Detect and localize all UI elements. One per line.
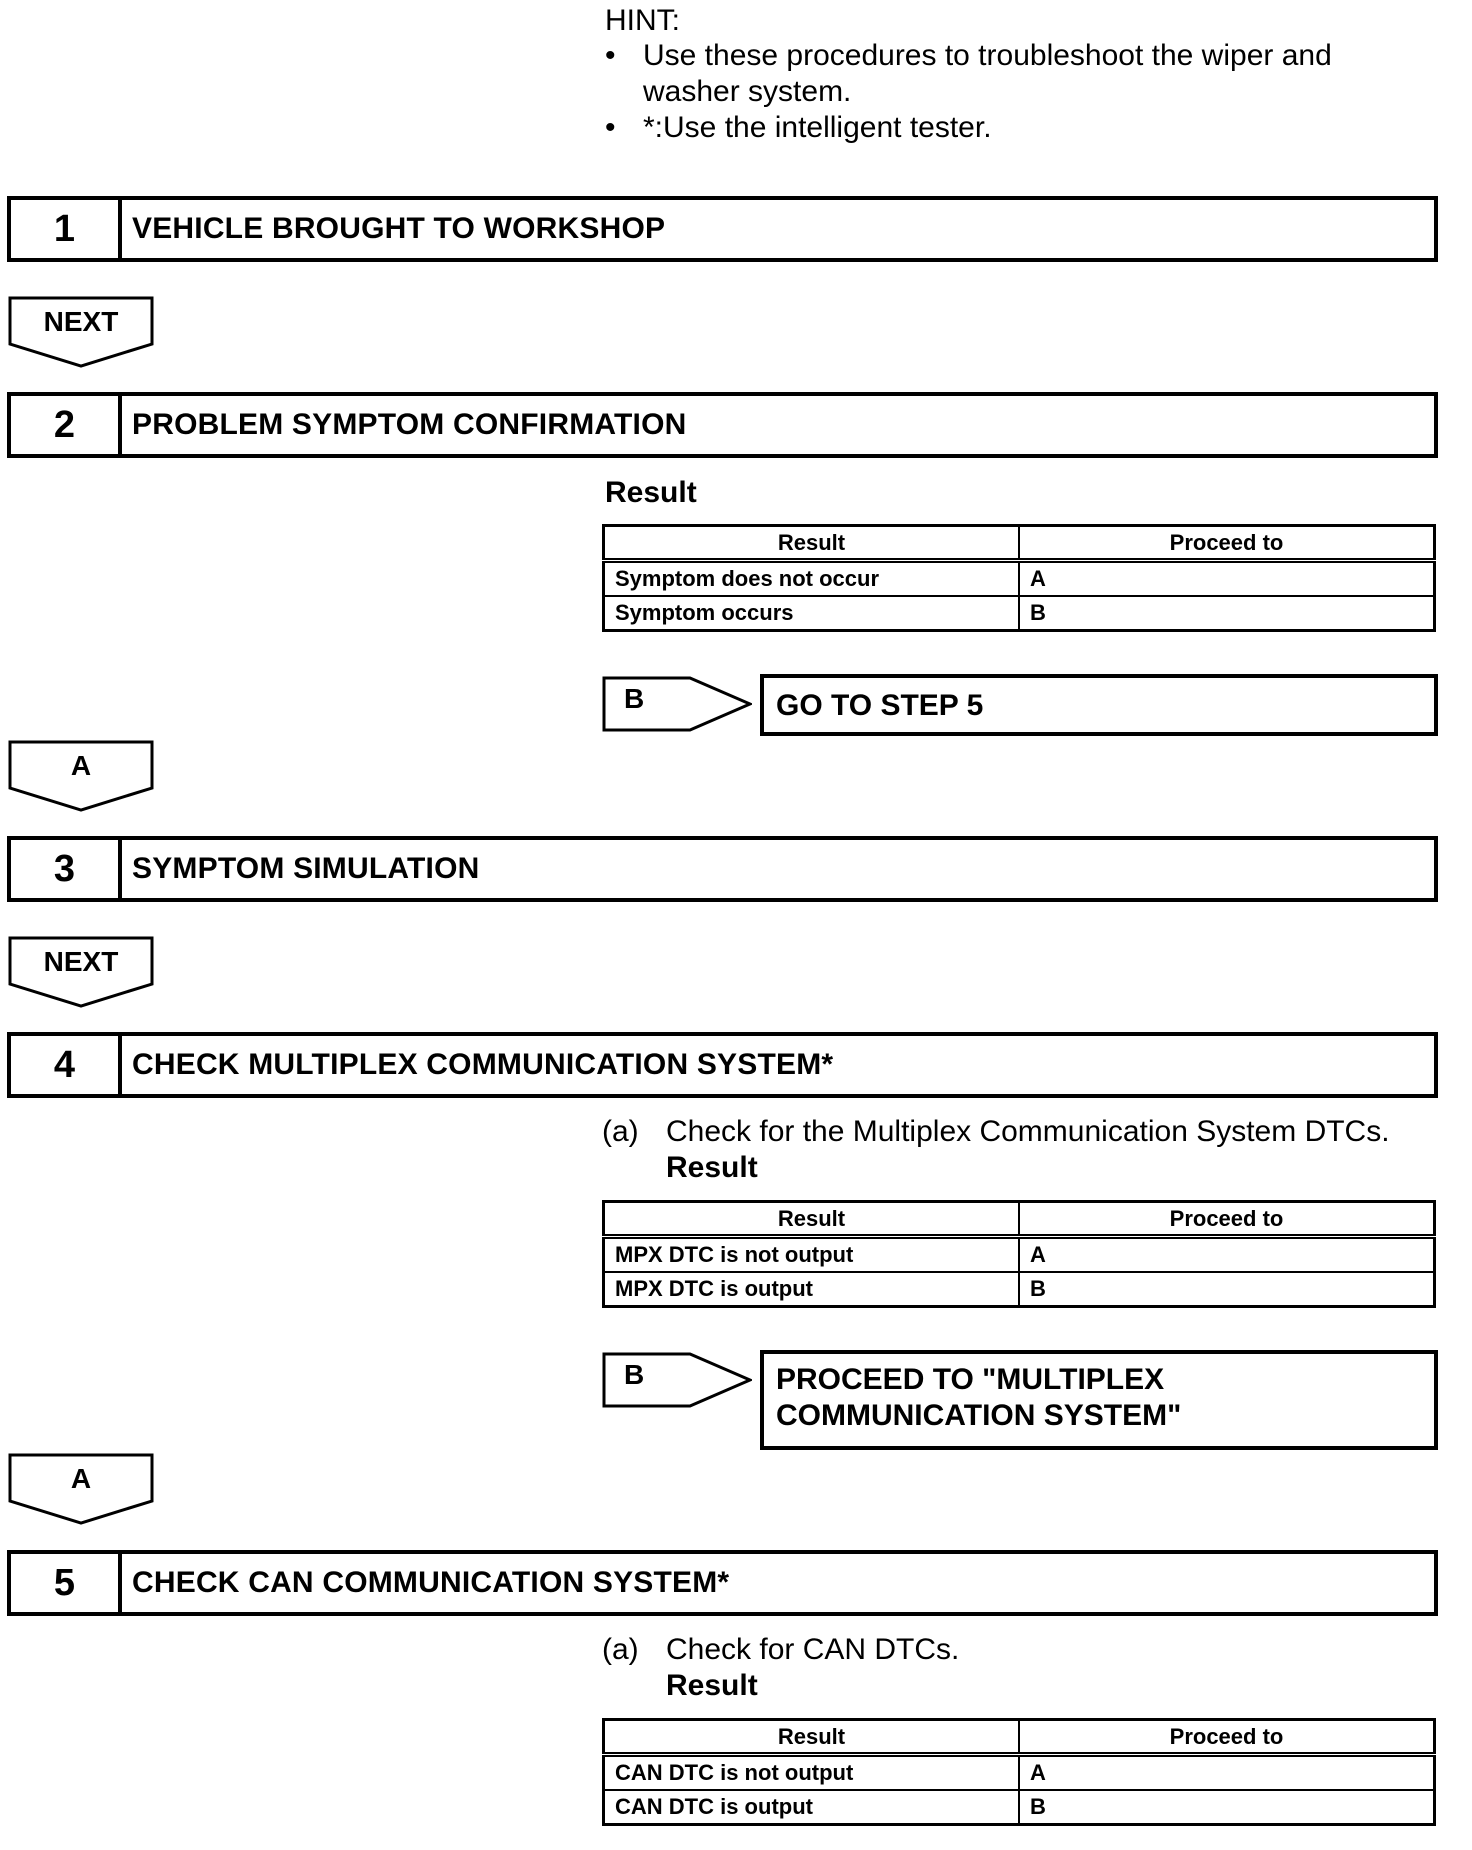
proceed-cell: B bbox=[1019, 1790, 1435, 1825]
action-text: GO TO STEP 5 bbox=[776, 689, 984, 722]
step-4-header bbox=[7, 1032, 1438, 1098]
table-row bbox=[604, 1755, 1435, 1790]
table-header-row bbox=[604, 526, 1435, 561]
result-cell: MPX DTC is output bbox=[604, 1272, 1020, 1307]
step-3-header bbox=[7, 836, 1438, 902]
next-arrow-3 bbox=[8, 936, 154, 1008]
arrow-label: B bbox=[624, 1359, 645, 1390]
hint-title: HINT: bbox=[605, 4, 680, 37]
result-cell: Symptom occurs bbox=[604, 596, 1020, 631]
result-table-step5 bbox=[602, 1718, 1436, 1826]
b-branch-arrow bbox=[602, 674, 752, 734]
column-header-proceed: Proceed to bbox=[1019, 1720, 1435, 1755]
a-arrow-2 bbox=[8, 740, 154, 812]
column-header-proceed: Proceed to bbox=[1019, 526, 1435, 561]
bullet-icon: • bbox=[605, 39, 616, 72]
sub-text: Check for the Multiplex Communication System DTCs. bbox=[666, 1115, 1390, 1148]
bullet-icon: • bbox=[605, 111, 616, 144]
result-label: Result bbox=[605, 476, 697, 509]
step-title: CHECK CAN COMMUNICATION SYSTEM* bbox=[132, 1566, 730, 1599]
a-arrow-4 bbox=[8, 1453, 154, 1525]
column-header-result: Result bbox=[604, 1202, 1020, 1237]
hint-item bbox=[605, 110, 1425, 146]
hint-text: *:Use the intelligent tester. bbox=[643, 111, 992, 144]
table-row bbox=[604, 1237, 1435, 1272]
table-row bbox=[604, 1272, 1435, 1307]
step-number: 4 bbox=[11, 1036, 122, 1094]
b-branch-arrow bbox=[602, 1350, 752, 1410]
sub-label: (a) bbox=[602, 1633, 639, 1666]
arrow-label: B bbox=[624, 683, 645, 714]
result-table-step2 bbox=[602, 524, 1436, 632]
table-row bbox=[604, 596, 1435, 631]
column-header-result: Result bbox=[604, 526, 1020, 561]
table-row bbox=[604, 561, 1435, 596]
step-number: 5 bbox=[11, 1554, 122, 1612]
arrow-label: NEXT bbox=[43, 306, 119, 337]
column-header-result: Result bbox=[604, 1720, 1020, 1755]
sub-label: (a) bbox=[602, 1115, 639, 1148]
proceed-cell: A bbox=[1019, 1237, 1435, 1272]
step-1-header bbox=[7, 196, 1438, 262]
step4-instruction bbox=[602, 1114, 1462, 1184]
hint-list bbox=[605, 38, 1425, 146]
table-header-row bbox=[604, 1202, 1435, 1237]
proceed-cell: A bbox=[1019, 1755, 1435, 1790]
hint-text: Use these procedures to troubleshoot the wiper and washer system. bbox=[643, 39, 1332, 108]
result-cell: CAN DTC is not output bbox=[604, 1755, 1020, 1790]
step-title: PROBLEM SYMPTOM CONFIRMATION bbox=[132, 408, 687, 441]
b-action-box bbox=[760, 674, 1438, 736]
result-cell: Symptom does not occur bbox=[604, 561, 1020, 596]
result-label: Result bbox=[666, 1151, 758, 1184]
step-number: 1 bbox=[11, 200, 122, 258]
column-header-proceed: Proceed to bbox=[1019, 1202, 1435, 1237]
step-title: CHECK MULTIPLEX COMMUNICATION SYSTEM* bbox=[132, 1048, 834, 1081]
result-table-step4 bbox=[602, 1200, 1436, 1308]
next-arrow-1 bbox=[8, 296, 154, 368]
hint-item bbox=[605, 38, 1425, 110]
step-2-header bbox=[7, 392, 1438, 458]
proceed-cell: B bbox=[1019, 1272, 1435, 1307]
step-5-header bbox=[7, 1550, 1438, 1616]
b-action-box bbox=[760, 1350, 1438, 1450]
step-number: 2 bbox=[11, 396, 122, 454]
result-cell: CAN DTC is output bbox=[604, 1790, 1020, 1825]
sub-text: Check for CAN DTCs. bbox=[666, 1633, 960, 1666]
table-row bbox=[604, 1790, 1435, 1825]
step-title: VEHICLE BROUGHT TO WORKSHOP bbox=[132, 212, 666, 245]
result-label: Result bbox=[666, 1669, 758, 1702]
step5-instruction bbox=[602, 1632, 1462, 1702]
proceed-cell: A bbox=[1019, 561, 1435, 596]
table-header-row bbox=[604, 1720, 1435, 1755]
arrow-label: NEXT bbox=[43, 946, 119, 977]
arrow-label: A bbox=[70, 750, 92, 781]
action-text: COMMUNICATION SYSTEM" bbox=[776, 1399, 1182, 1432]
result-cell: MPX DTC is not output bbox=[604, 1237, 1020, 1272]
step-title: SYMPTOM SIMULATION bbox=[132, 852, 480, 885]
action-text: PROCEED TO "MULTIPLEX bbox=[776, 1363, 1165, 1396]
arrow-label: A bbox=[70, 1463, 92, 1494]
step-number: 3 bbox=[11, 840, 122, 898]
proceed-cell: B bbox=[1019, 596, 1435, 631]
